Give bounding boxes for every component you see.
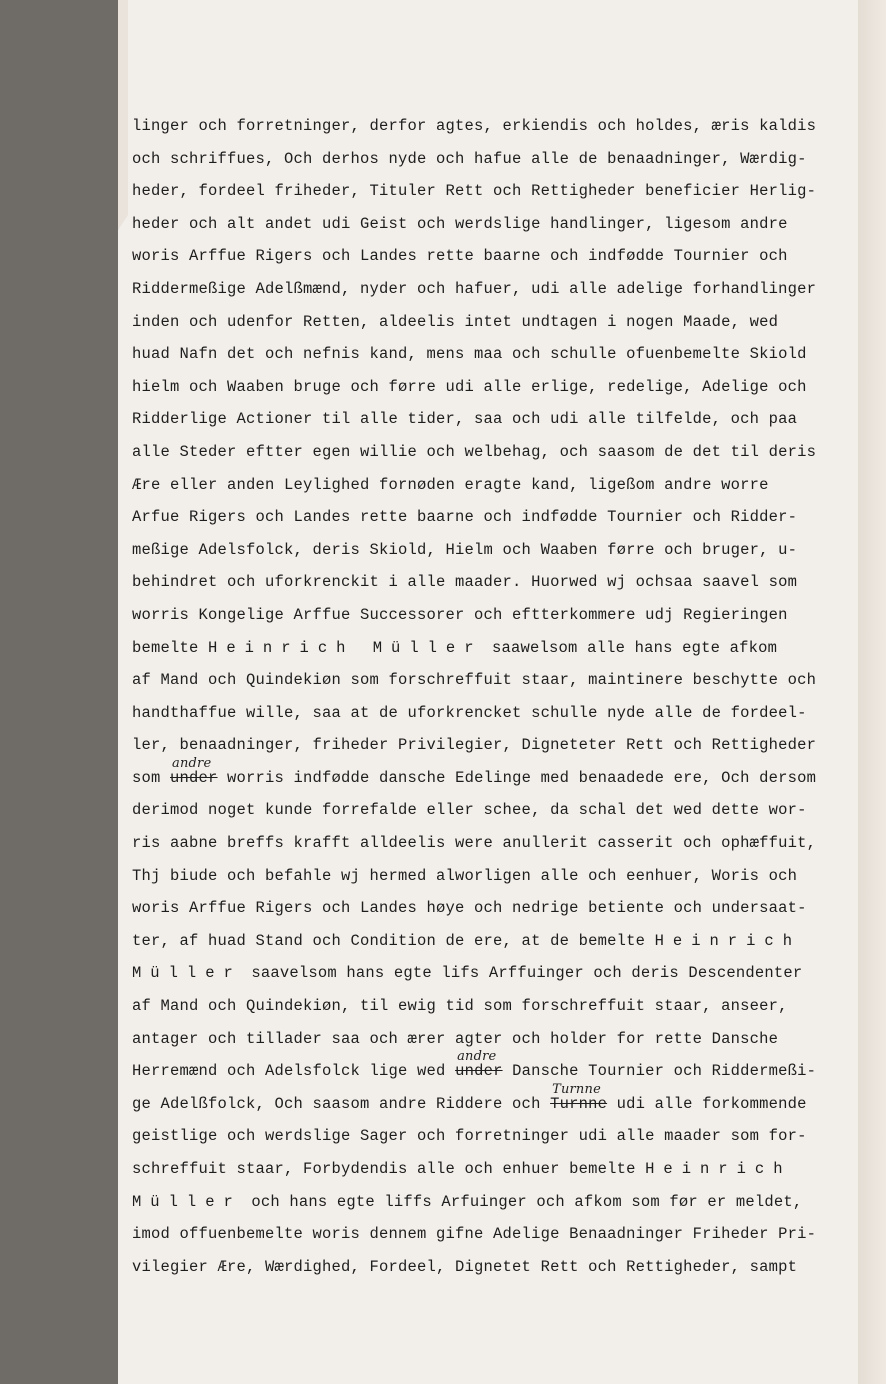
text-line <box>132 925 872 958</box>
text-line <box>132 1081 872 1121</box>
spaced-name: Müller <box>132 1192 242 1211</box>
handwritten-correction: andre <box>457 1049 497 1065</box>
text-line: alle Steder eftter egen willie och welbehag, och saasom de det til deris <box>132 442 817 461</box>
text-line: ler, benaadninger, friheder Privilegier, Digneteter Rett och Rettigheder <box>132 736 817 755</box>
struck-text: Turnne <box>550 1094 608 1113</box>
text-line <box>132 957 872 990</box>
text-line <box>132 1153 872 1186</box>
text-line <box>132 1049 872 1088</box>
text-line: vilegier Ære, Wærdighed, Fordeel, Dignetet Rett och Rettigheder, sampt <box>132 1257 798 1276</box>
spaced-name: Müller <box>132 964 242 983</box>
line-text: schreffuit staar, Forbydendis alle och enhuer bemelte <box>132 1160 646 1178</box>
struck-text: under <box>455 1062 503 1081</box>
spaced-name: Heinrich <box>654 931 802 950</box>
text-line: och schriffues, Och derhos nyde och hafue alle de benaadninger, Wærdig- <box>132 149 807 168</box>
line-text: Herremænd och Adelsfolck lige wed <box>132 1062 456 1081</box>
text-line: heder, fordeel friheder, Tituler Rett och Rettigheder beneficier Herlig- <box>132 182 817 201</box>
text-line: behindret och uforkrenckit i alle maader. Huorwed wj ochsaa saavel som <box>132 573 798 592</box>
line-text: som <box>132 768 171 787</box>
text-line: huad Nafn det och nefnis kand, mens maa och schulle ofuenbemelte Skiold <box>132 345 807 364</box>
line-text: bemelte <box>132 638 209 657</box>
text-line: ris aabne breffs krafft alldeelis were anullerit casserit och ophæffuit, <box>132 834 817 853</box>
text-line: Riddermeßige Adelßmænd, nyder och hafuer, udi alle adelige forhandlinger <box>132 279 817 298</box>
spaced-name: Heinrich Müller <box>208 638 483 657</box>
text-line: geistlige och werdslige Sager och forretninger udi alle maader som for- <box>132 1127 807 1146</box>
line-text: ter, af huad Stand och Condition de ere, at de bemelte <box>132 931 655 950</box>
text-line: woris Arffue Rigers och Landes høye och nedrige betiente och undersaat- <box>132 899 807 918</box>
text-line: af Mand och Quindekiøn som forschreffuit staar, maintinere beschytte och <box>132 671 817 690</box>
struck-word <box>455 1049 503 1081</box>
text-line <box>132 1186 872 1219</box>
handwritten-correction: Turnne <box>552 1081 601 1097</box>
struck-word <box>550 1081 608 1113</box>
text-line: derimod noget kunde forrefalde eller schee, da schal det wed dette wor- <box>132 801 807 820</box>
handwritten-correction: andre <box>172 755 212 771</box>
line-text: worris indfødde dansche Edelinge med benaadede ere, Och dersom <box>217 768 817 787</box>
line-text: udi alle forkommende <box>607 1094 807 1113</box>
text-line: Ære eller anden Leylighed fornøden eragte kand, ligeßom andre worre <box>132 475 769 494</box>
text-line: af Mand och Quindekiøn, til ewig tid som forschreffuit staar, anseer, <box>132 997 788 1016</box>
text-line: inden och udenfor Retten, aldeelis intet undtagen i nogen Maade, wed <box>132 312 779 331</box>
line-text: saavelsom hans egte lifs Arffuinger och deris Descendenter <box>241 964 803 983</box>
spaced-name: Heinrich <box>645 1160 792 1178</box>
text-line <box>132 632 872 665</box>
text-line: linger och forretninger, derfor agtes, erkiendis och holdes, æris kaldis <box>132 117 817 135</box>
text-line <box>132 755 872 795</box>
line-text: och hans egte liffs Arfuinger och afkom som før er meldet, <box>241 1192 803 1211</box>
text-line: antager och tillader saa och ærer agter och holder for rette Dansche <box>132 1029 779 1048</box>
text-line: woris Arffue Rigers och Landes rette baarne och indfødde Tournier och <box>132 247 788 266</box>
line-text: saawelsom alle hans egte afkom <box>482 638 778 657</box>
typed-text <box>132 110 872 1283</box>
text-line: heder och alt andet udi Geist och werdslige handlinger, ligesom andre <box>132 214 788 233</box>
text-line: Ridderlige Actioner til alle tider, saa och udi alle tilfelde, och paa <box>132 410 798 429</box>
struck-word <box>170 755 218 787</box>
text-line: imod offuenbemelte woris dennem gifne Adelige Benaadninger Friheder Pri- <box>132 1225 817 1244</box>
text-line: worris Kongelige Arffue Successorer och eftterkommere udj Regieringen <box>132 605 788 624</box>
text-line: handthaffue wille, saa at de uforkrencket schulle nyde alle de fordeel- <box>132 703 807 722</box>
line-text: ge Adelßfolck, Och saasom andre Riddere och <box>132 1094 551 1113</box>
text-line: Thj biude och befahle wj hermed alworligen alle och eenhuer, Woris och <box>132 866 798 885</box>
text-line: Arfue Rigers och Landes rette baarne och indfødde Tournier och Ridder- <box>132 508 798 527</box>
text-line: hielm och Waaben bruge och førre udi alle erlige, redelige, Adelige och <box>132 377 807 396</box>
struck-text: under <box>170 768 218 787</box>
line-text: Dansche Tournier och Riddermeßi- <box>502 1062 817 1081</box>
text-line: meßige Adelsfolck, deris Skiold, Hielm och Waaben førre och bruger, u- <box>132 540 798 559</box>
